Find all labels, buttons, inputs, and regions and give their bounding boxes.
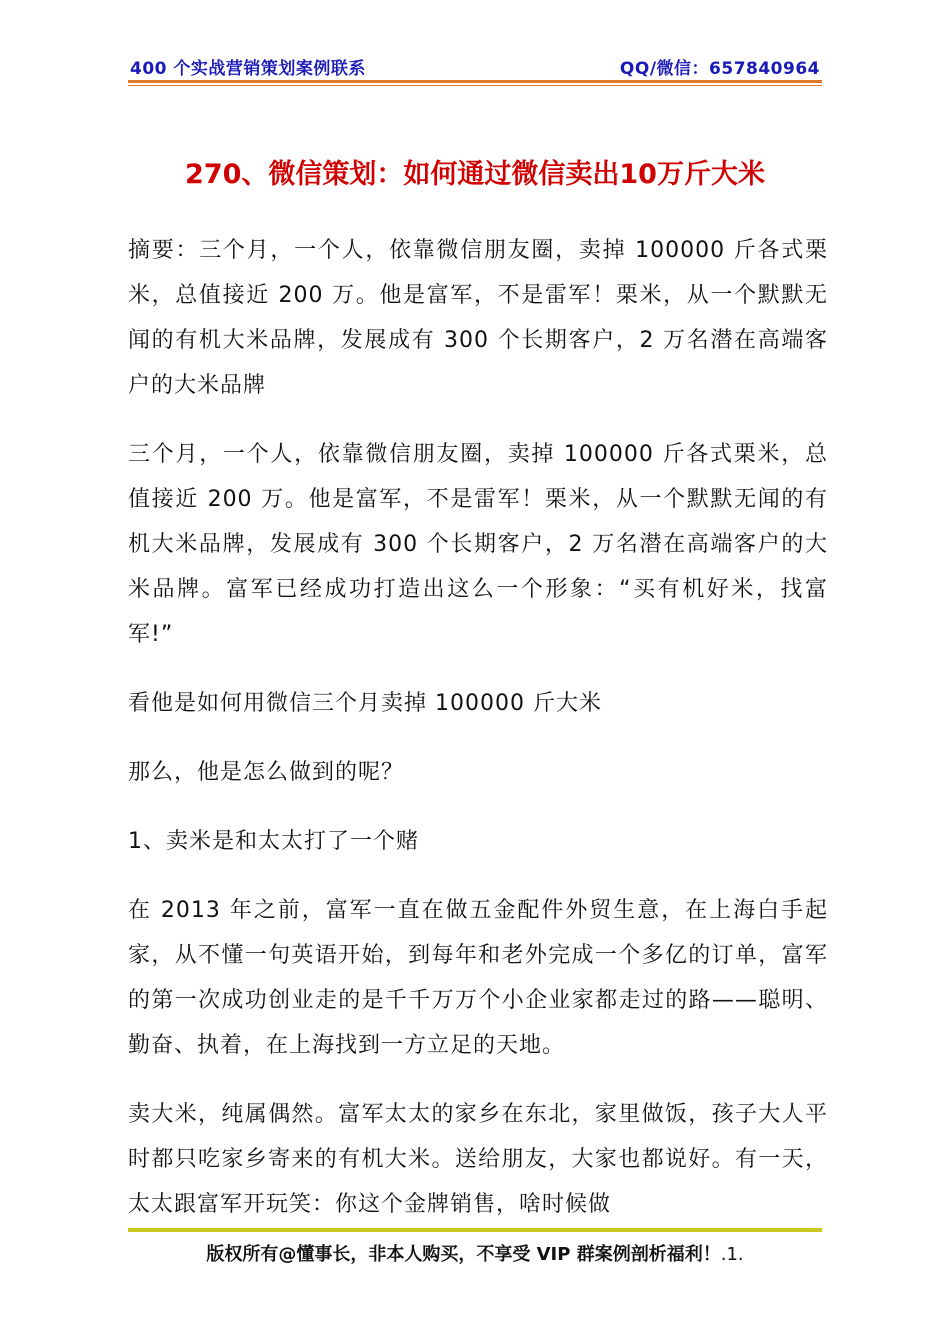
header-contact-label: 400 个实战营销策划案例联系 <box>130 59 366 79</box>
page-header <box>128 52 822 80</box>
paragraph-background: 在 2013 年之前，富军一直在做五金配件外贸生意，在上海白手起家，从不懂一句英语开始，到每年和老外完成一个多亿的订单，富军的第一次成功创业走的是千千万万个小企业家都走过的路——聪明、勤奋、执着，在上海找到一方立足的天地。 <box>128 898 828 1058</box>
header-divider <box>128 80 822 83</box>
page-footer <box>128 1240 822 1266</box>
header-qq-wechat: QQ/微信：657840964 <box>619 59 820 79</box>
footer-divider <box>128 1228 822 1232</box>
page-title: 270、微信策划：如何通过微信卖出10万斤大米 <box>185 159 765 190</box>
paragraph-intro: 三个月，一个人，依靠微信朋友圈，卖掉 100000 斤各式栗米，总值接近 200 万。他是富军，不是雷军！栗米，从一个默默无闻的有机大米品牌，发展成有 300 个长期客户，2 万名潜在高端客户的大米品牌。富军已经成功打造出这么一个形象：“买有机好米，找富军!” <box>128 442 828 647</box>
paragraph-question: 那么，他是怎么做到的呢？ <box>128 760 405 785</box>
page-number: .1. <box>720 1244 744 1265</box>
paragraph-abstract: 摘要：三个月，一个人，依靠微信朋友圈，卖掉 100000 斤各式栗米，总值接近 200 万。他是富军，不是雷军！栗米，从一个默默无闻的有机大米品牌，发展成有 300 个长期客户，2 万名潜在高端客户的大米品牌 <box>128 238 828 398</box>
paragraph-rice-story: 卖大米，纯属偶然。富军太太的家乡在东北，家里做饭，孩子大人平时都只吃家乡寄来的有机大米。送给朋友，大家也都说好。有一天，太太跟富军开玩笑：你这个金牌销售，啥时候做 <box>128 1102 828 1217</box>
document-body <box>128 228 828 1251</box>
section-heading-1: 1、卖米是和太太打了一个赌 <box>128 829 419 854</box>
paragraph-lead: 看他是如何用微信三个月卖掉 100000 斤大米 <box>128 691 602 716</box>
header-divider-thin <box>128 85 822 86</box>
footer-copyright: 版权所有@懂事长，非本人购买，不享受 VIP 群案例剖析福利！ <box>206 1244 721 1265</box>
